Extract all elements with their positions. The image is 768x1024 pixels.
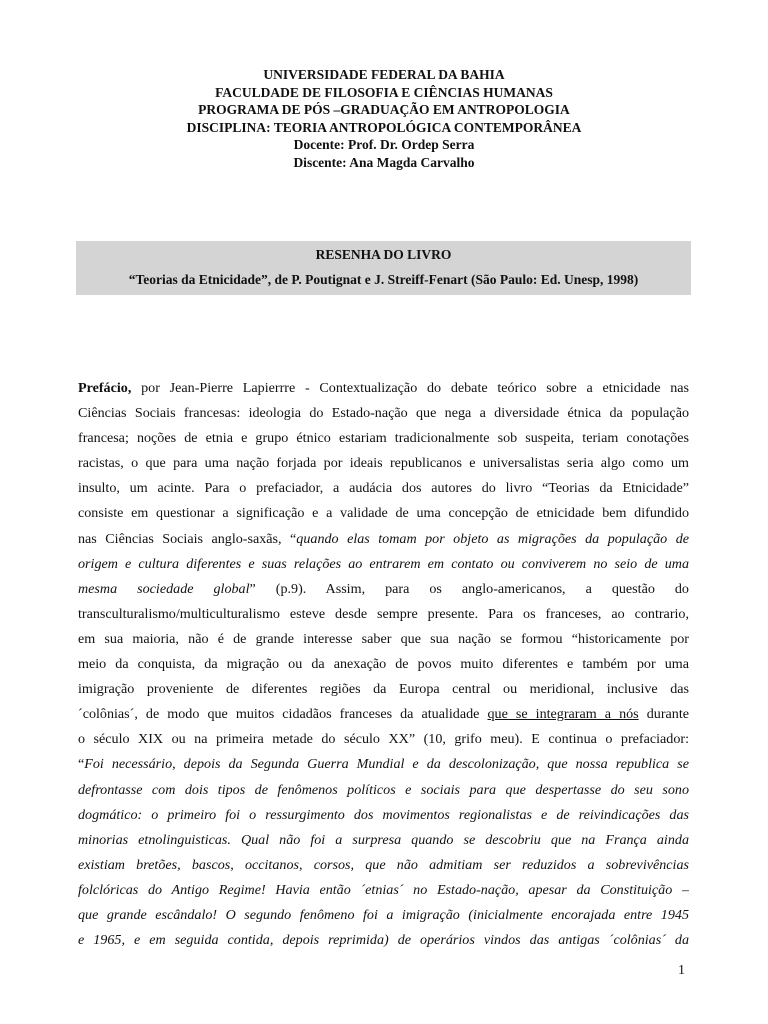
body-line xyxy=(78,928,689,953)
quote-italic: minorias etnolinguisticas. Qual não foi a surpresa quando se descobriu que na França ainda xyxy=(78,831,689,848)
quote-italic: que grande escândalo! O segundo fenômeno foi a imigração (inicialmente encorajada entre 1945 xyxy=(78,906,689,923)
body-line: Ciências Sociais francesas: ideologia do Estado-nação que nega a diversidade étnica da população xyxy=(78,405,689,422)
review-body xyxy=(78,376,689,953)
book-citation: “Teorias da Etnicidade”, de P. Poutignat e J. Streiff-Fenart (São Paulo: Ed. Unesp, 1998) xyxy=(128,272,639,287)
body-line: imigração proveniente de diferentes regiões da Europa central ou meridional, inclusive das xyxy=(78,681,689,698)
quote-italic: existiam bretões, bascos, occitanos, corsos, que não admitiam ser reduzidos a sobrevivências xyxy=(78,856,689,873)
body-line xyxy=(78,903,689,928)
body-line xyxy=(78,577,689,602)
body-line xyxy=(78,376,689,401)
body-line xyxy=(78,778,689,803)
body-line: em sua maioria, não é de grande interesse saber que sua nação se formou “historicamente por xyxy=(78,630,689,647)
section-label-prefacio: Prefácio, xyxy=(78,380,132,396)
quote-italic: mesma sociedade global xyxy=(78,580,250,597)
body-line: francesa; noções de etnia e grupo étnico estariam tradicionalmente sob suspeita, teriam conotações xyxy=(78,430,689,447)
quote-italic: origem e cultura diferentes e suas relações ao entrarem em contato ou conviverem no seio de uma xyxy=(78,555,689,572)
quote-italic: quando elas tomam por objeto as migrações da população de xyxy=(296,530,689,547)
body-line xyxy=(78,828,689,853)
faculty-name: FACULDADE DE FILOSOFIA E CIÊNCIAS HUMANAS xyxy=(215,84,553,100)
page-number: 1 xyxy=(678,963,685,978)
underlined-emphasis: que se integraram a nós xyxy=(487,706,639,723)
program-name: PROGRAMA DE PÓS –GRADUAÇÃO EM ANTROPOLOGIA xyxy=(198,102,570,117)
body-line: insulto, um acinte. Para o prefaciador, a audácia dos autores do livro “Teorias da Etnicidade” xyxy=(78,480,689,497)
quote-italic: e 1965, e em seguida contida, depois reprimida) de operários vindos das antigas ´colônias´ da xyxy=(78,932,689,949)
body-line xyxy=(78,853,689,878)
body-line: meio da conquista, da migração ou da anexação de povos muito diferentes e também por uma xyxy=(78,656,689,673)
body-line xyxy=(78,552,689,577)
body-line xyxy=(78,527,689,552)
discipline-name: DISCIPLINA: TEORIA ANTROPOLÓGICA CONTEMPORÂNEA xyxy=(186,119,582,135)
quote-italic: defrontasse com dois tipos de fenômenos políticos e sociais para que despertasse do seu sono xyxy=(78,781,689,798)
university-name: UNIVERSIDADE FEDERAL DA BAHIA xyxy=(263,67,505,82)
quote-italic: folclóricas do Antigo Regime! Havia então ´etnias´ no Estado-nação, apesar da Constituição – xyxy=(78,881,689,898)
body-line: racistas, o que para uma nação forjada por ideais republicanos e universalistas seria algo como um xyxy=(78,455,689,472)
body-line xyxy=(78,752,689,777)
professor-name: Docente: Prof. Dr. Ordep Serra xyxy=(293,137,475,152)
body-line: o século XIX ou na primeira metade do século XX” (10, grifo meu). E continua o prefaciador: xyxy=(78,731,689,748)
student-name: Discente: Ana Magda Carvalho xyxy=(293,154,475,170)
text-run: ´colônias´, de modo que muitos cidadãos franceses da atualidade xyxy=(78,706,488,723)
quote-italic: dogmático: o primeiro foi o ressurgimento dos movimentos regionalistas e de reivindicações das xyxy=(78,806,689,823)
text-run: “ xyxy=(78,756,85,773)
text-run: ” (p.9). Assim, para os anglo-americanos, a questão do xyxy=(249,580,689,597)
text-run: por Jean-Pierre Lapierrre - Contextualização do debate teórico sobre a etnicidade nas xyxy=(131,380,689,396)
quote-italic: Foi necessário, depois da Segunda Guerra Mundial e da descolonização, que nossa republica se xyxy=(84,756,689,773)
body-line xyxy=(78,803,689,828)
text-run: nas Ciências Sociais anglo-saxãs, “ xyxy=(78,530,297,547)
body-line: transculturalismo/multiculturalismo esteve desde sempre presente. Para os franceses, ao contrario, xyxy=(78,605,689,622)
document-header xyxy=(0,66,768,171)
text-run: durante xyxy=(638,706,689,723)
body-line xyxy=(78,702,689,727)
body-line: consiste em questionar a significação e a validade de uma concepção de etnicidade bem difundido xyxy=(78,505,689,522)
review-heading: RESENHA DO LIVRO xyxy=(315,247,452,262)
review-title-box xyxy=(76,241,691,295)
body-line xyxy=(78,878,689,903)
